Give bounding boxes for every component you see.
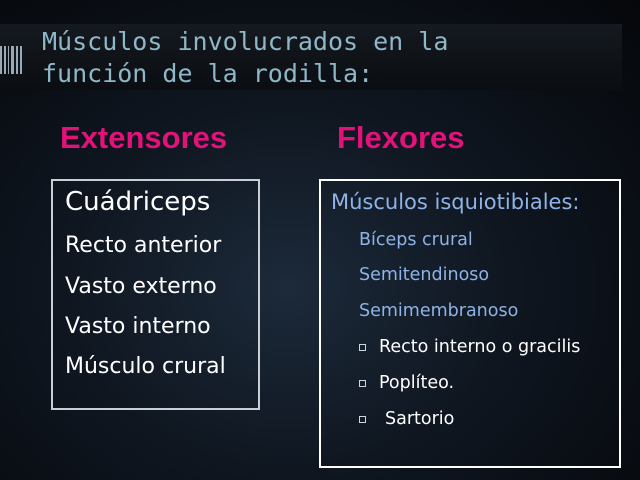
slide-title [42,26,448,90]
square-bullet-icon [359,344,366,351]
title-band [0,24,622,90]
flexor-group-label: Músculos isquiotibiales: [331,190,580,214]
flexor-item-semitendinoso: Semitendinoso [359,265,490,285]
flexor-bullet-recto-interno [359,334,580,360]
extensores-heading: Extensores [60,120,228,155]
flexor-bullet-text: Sartorio [385,409,455,429]
flexor-bullet-popliteo [359,370,454,396]
square-bullet-icon [359,416,366,423]
extensor-item-recto-anterior: Recto anterior [65,233,222,258]
slide-title-line-2: función de la rodilla: [42,59,374,88]
flexores-box [319,179,621,468]
vertical-bars-icon [0,46,22,74]
flexor-item-semimembranoso: Semimembranoso [359,301,519,321]
extensor-item-vasto-externo: Vasto externo [65,274,217,299]
extensor-item-cuadriceps: Cuádriceps [65,187,211,217]
flexores-heading: Flexores [337,120,465,155]
extensor-item-vasto-interno: Vasto interno [65,314,211,339]
flexor-item-biceps-crural: Bíceps crural [359,230,473,250]
slide-title-line-1: Músculos involucrados en la [42,27,449,56]
extensores-box [51,179,260,410]
square-bullet-icon [359,380,366,387]
extensor-item-musculo-crural: Músculo crural [65,354,226,379]
flexor-bullet-sartorio [359,406,454,432]
flexor-bullet-text: Recto interno o gracilis [379,337,581,357]
flexor-bullet-text: Poplíteo. [379,373,455,393]
